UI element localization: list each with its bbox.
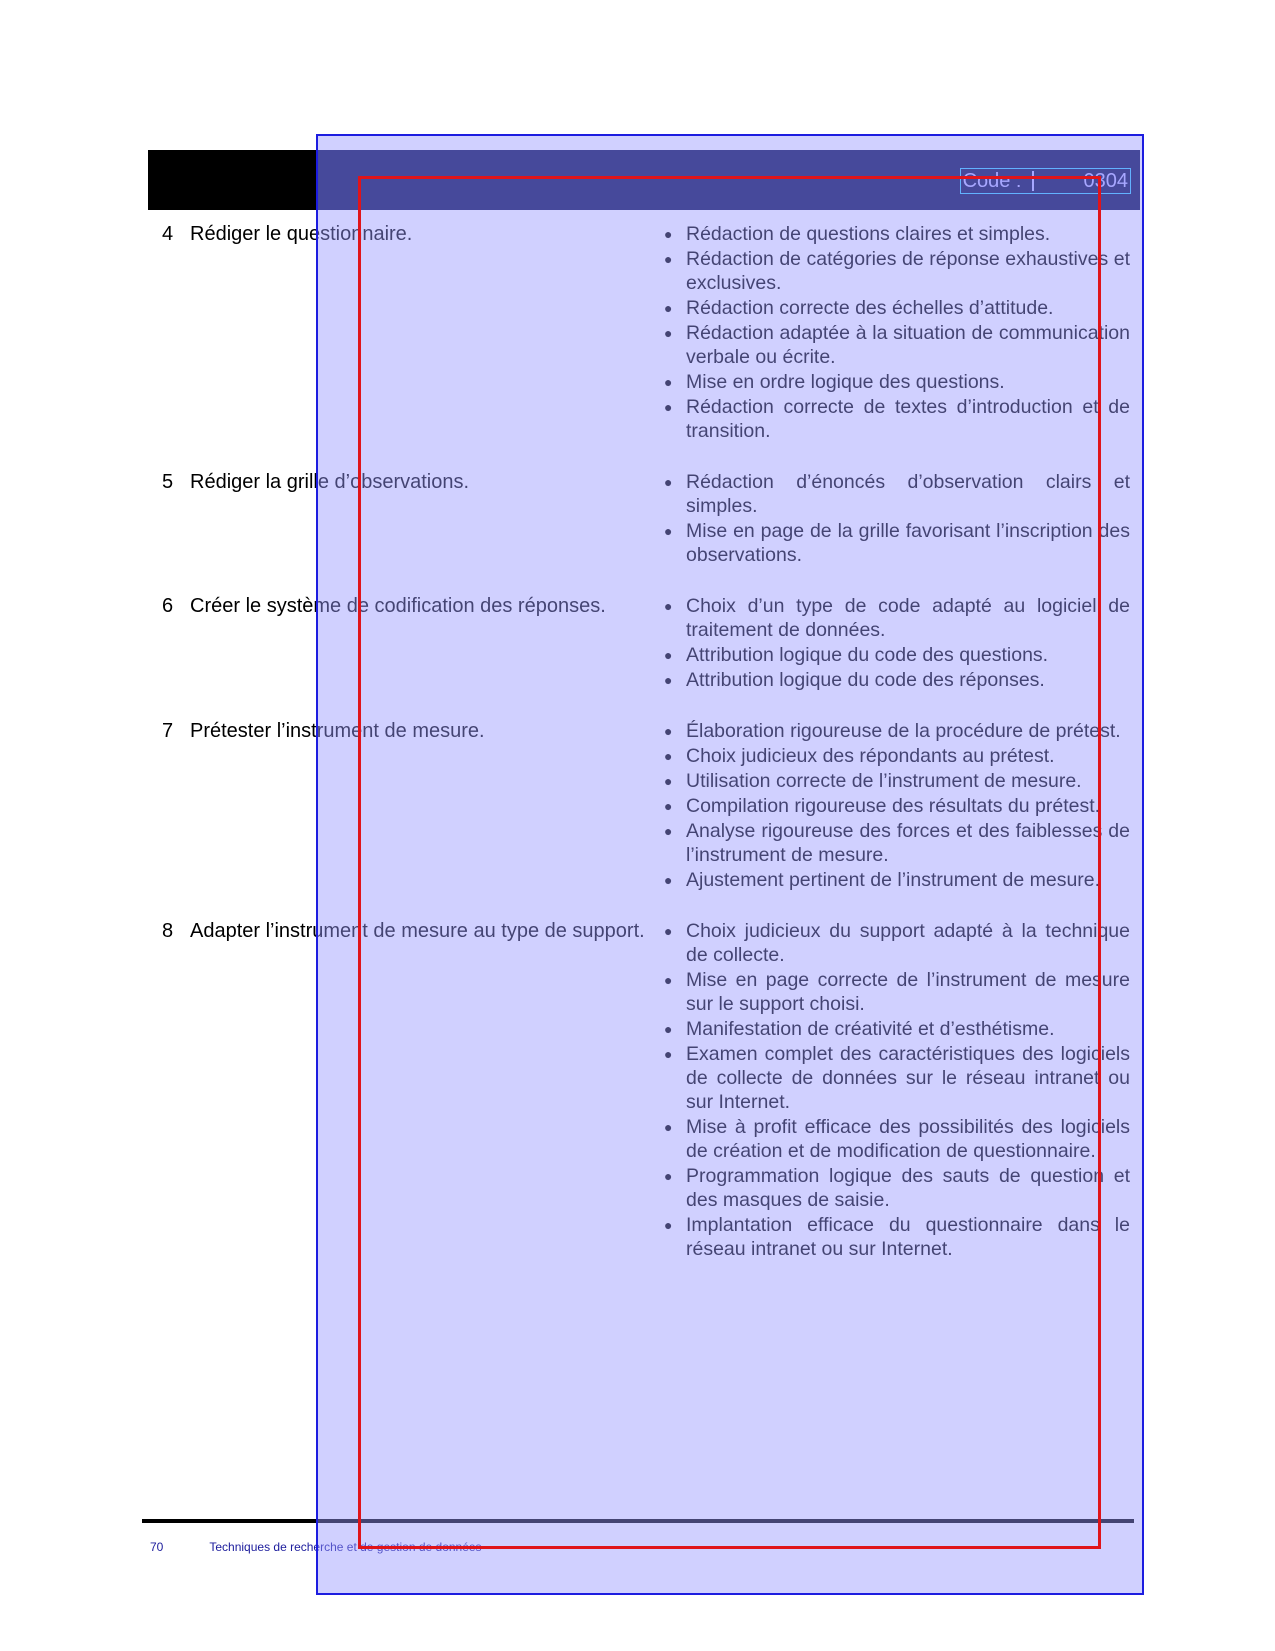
bullet-icon: ●: [664, 872, 673, 888]
bullet-icon: ●: [664, 251, 673, 267]
task-number: 8: [162, 920, 174, 942]
task-text: Rédiger le questionnaire.: [190, 223, 413, 245]
bullet-icon: ●: [664, 474, 673, 490]
bullet-icon: ●: [664, 1217, 673, 1233]
criteria-text: Utilisation correcte de l’instrument de mesure.: [686, 770, 1082, 792]
bullet-icon: ●: [664, 374, 673, 390]
bullet-icon: ●: [664, 300, 673, 316]
criteria-text: Rédaction de questions claires et simples.: [686, 223, 1051, 245]
code-value: 0304: [1083, 169, 1128, 192]
criteria-text: Rédaction de catégories de réponse exhaustives et exclusives.: [686, 248, 1130, 294]
bullet-icon: ●: [664, 523, 673, 539]
criteria-text: Analyse rigoureuse des forces et des faiblesses de l’instrument de mesure.: [686, 820, 1130, 866]
task-number: 7: [162, 720, 174, 742]
criteria-text: Manifestation de créativité et d’esthétisme.: [686, 1018, 1055, 1040]
bullet-icon: ●: [664, 647, 673, 663]
criteria-text: Choix judicieux des répondants au prétest.: [686, 745, 1055, 767]
bullet-icon: ●: [664, 399, 673, 415]
task-text: Rédiger la grille d’observations.: [190, 471, 470, 493]
bullet-icon: ●: [664, 598, 673, 614]
bullet-icon: ●: [664, 773, 673, 789]
bullet-icon: ●: [664, 325, 673, 341]
bullet-icon: ●: [664, 226, 673, 242]
task-number: 6: [162, 595, 174, 617]
bullet-icon: ●: [664, 1168, 673, 1184]
task-text: Créer le système de codification des réponses.: [190, 595, 606, 617]
bullet-icon: ●: [664, 823, 673, 839]
criteria-text: Compilation rigoureuse des résultats du prétest.: [686, 795, 1101, 817]
criteria-text: Attribution logique du code des réponses.: [686, 669, 1045, 691]
task-text: Prétester l’instrument de mesure.: [190, 720, 485, 742]
task-number: 4: [162, 223, 174, 245]
page-number: 70: [150, 1540, 164, 1554]
bullet-icon: ●: [664, 972, 673, 988]
bullet-icon: ●: [664, 748, 673, 764]
criteria-text: Mise à profit efficace des possibilités des logiciels de création et de modification de questionnaire.: [686, 1116, 1130, 1162]
bullet-icon: ●: [664, 923, 673, 939]
criteria-text: Programmation logique des sauts de question et des masques de saisie.: [686, 1165, 1130, 1211]
criteria-text: Ajustement pertinent de l’instrument de mesure.: [686, 869, 1101, 891]
bullet-icon: ●: [664, 798, 673, 814]
criteria-text: Examen complet des caractéristiques des logiciels de collecte de données sur le réseau intranet ou sur Internet.: [686, 1043, 1130, 1113]
bullet-icon: ●: [664, 723, 673, 739]
bullet-icon: ●: [664, 1119, 673, 1135]
bullet-icon: ●: [664, 1021, 673, 1037]
criteria-text: Choix d’un type de code adapté au logiciel de traitement de données.: [686, 595, 1130, 641]
criteria-text: Mise en page de la grille favorisant l’inscription des observations.: [686, 520, 1130, 566]
criteria-text: Rédaction correcte des échelles d’attitude.: [686, 297, 1054, 319]
task-text: Adapter l’instrument de mesure au type de support.: [190, 920, 645, 942]
criteria-text: Rédaction correcte de textes d’introduction et de transition.: [686, 396, 1130, 442]
code-label: Code :: [962, 169, 1022, 192]
bullet-icon: ●: [664, 1046, 673, 1062]
criteria-text: Choix judicieux du support adapté à la technique de collecte.: [686, 920, 1130, 966]
criteria-text: Mise en page correcte de l’instrument de mesure sur le support choisi.: [686, 969, 1130, 1015]
criteria-text: Rédaction adaptée à la situation de communication verbale ou écrite.: [686, 322, 1130, 368]
criteria-text: Élaboration rigoureuse de la procédure de prétest.: [686, 720, 1121, 742]
footer-title: Techniques de recherche et de gestion de données: [209, 1540, 482, 1554]
criteria-text: Mise en ordre logique des questions.: [686, 371, 1005, 393]
bullet-icon: ●: [664, 672, 673, 688]
criteria-text: Rédaction d’énoncés d’observation clairs et simples.: [686, 471, 1130, 517]
task-number: 5: [162, 471, 174, 493]
selection-box: [358, 176, 1101, 1549]
criteria-text: Attribution logique du code des questions.: [686, 644, 1049, 666]
criteria-text: Implantation efficace du questionnaire dans le réseau intranet ou sur Internet.: [686, 1214, 1130, 1260]
